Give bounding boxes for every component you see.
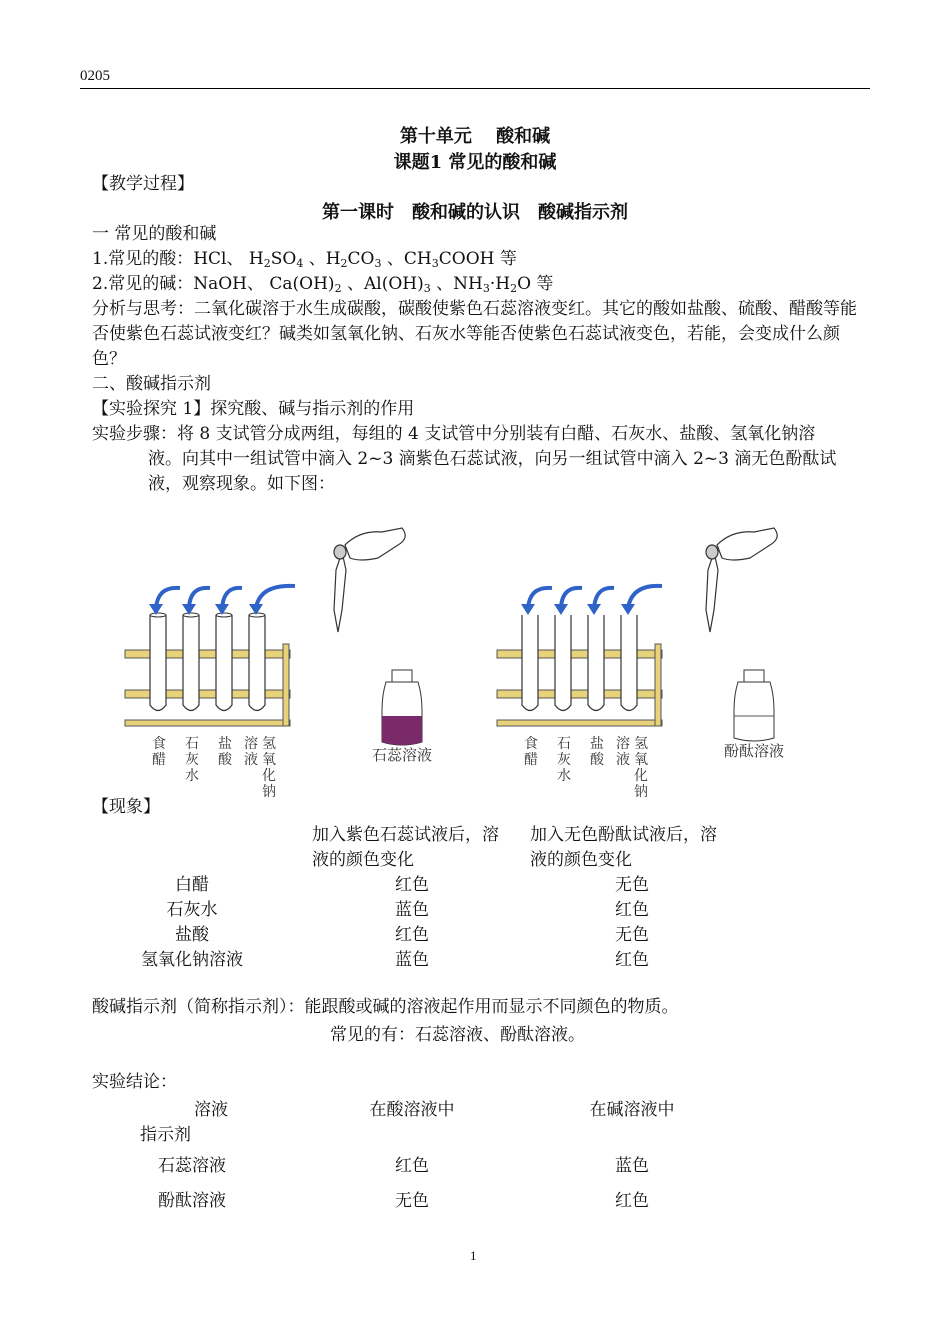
label-naoh: 氢 [262, 736, 276, 752]
phenomenon-col2-a: 加入无色酚酞试液后，溶 [530, 825, 717, 845]
label-hcl-2: 酸 [218, 752, 232, 768]
conclusion-head-solution: 溶液 [194, 1100, 228, 1120]
label-naoh-4: 钠 [262, 784, 276, 800]
phenomenon-row-litmus: 蓝色 [395, 950, 429, 970]
phenomenon-row-litmus: 蓝色 [395, 900, 429, 920]
experiment-figure [120, 520, 800, 810]
think-paragraph: 分析与思考：二氧化碳溶于水生成碳酸，碳酸使紫色石蕊溶液变红。其它的酸如盐酸、硫酸、醋酸等能否使紫色石蕊试液变红？碱类如氢氧化钠、石灰水等能否使紫色石蕊试液变色，若能，会变成什么颜色？ [92, 299, 857, 369]
phenomenon-row-phenol: 红色 [615, 900, 649, 920]
left-dropper-hand [334, 528, 405, 632]
label-vinegar: 食 [152, 736, 166, 752]
conclusion-head-base: 在碱溶液中 [589, 1100, 675, 1120]
litmus-label: 石蕊溶液 [371, 746, 433, 764]
left-rack [125, 586, 295, 726]
header-code: 0205 [80, 68, 110, 84]
phenomenon-row-litmus: 红色 [395, 925, 429, 945]
label-naoh-2: 氧 [262, 752, 276, 768]
conclusion-label: 实验结论： [92, 1072, 177, 1092]
label-solution-2: 液 [244, 752, 258, 768]
label-hcl: 盐 [218, 736, 232, 752]
phenomenon-col1-b: 液的颜色变化 [312, 850, 414, 870]
phenomenon-col2-b: 液的颜色变化 [530, 850, 632, 870]
phenomenon-row-name: 氢氧化钠溶液 [141, 950, 243, 970]
svg-text:溶: 溶 [616, 736, 630, 752]
conclusion-row-name: 石蕊溶液 [158, 1156, 226, 1176]
steps-first-line: 实验步骤：将 8 支试管分成两组，每组的 4 支试管中分别装有白醋、石灰水、盐酸、氢氧化钠溶 [92, 424, 816, 444]
phenomenon-row-name: 盐酸 [175, 925, 209, 945]
conclusion-row-acid: 无色 [395, 1191, 429, 1211]
phenomenon-col1-a: 加入紫色石蕊试液后，溶 [312, 825, 499, 845]
part2-heading: 二、酸碱指示剂 [92, 374, 211, 394]
phenomenon-row-name: 石灰水 [166, 900, 218, 920]
phenomenon-row-litmus: 红色 [395, 875, 429, 895]
experiment-title: 【实验探究 1】探究酸、碱与指示剂的作用 [92, 399, 415, 419]
label-naoh-3: 化 [262, 768, 276, 784]
conclusion-row-name: 酚酞溶液 [158, 1191, 226, 1211]
conclusion-row-acid: 红色 [395, 1156, 429, 1176]
phenomenon-row-phenol: 无色 [615, 925, 649, 945]
svg-text:氢: 氢 [634, 736, 648, 752]
svg-text:酸: 酸 [590, 752, 604, 768]
phenomenon-row-phenol: 无色 [615, 875, 649, 895]
label-solution: 溶 [244, 736, 258, 752]
svg-text:石: 石 [557, 736, 571, 752]
page-number: 1 [470, 1248, 477, 1263]
conclusion-head-indicator: 指示剂 [140, 1125, 191, 1145]
section-label: 【教学过程】 [92, 174, 194, 194]
svg-text:水: 水 [557, 768, 571, 784]
svg-text:钠: 钠 [634, 784, 648, 800]
svg-text:醋: 醋 [524, 752, 538, 768]
phenolphthalein-label: 酚酞溶液 [723, 742, 785, 760]
conclusion-head-acid: 在酸溶液中 [369, 1100, 455, 1120]
lesson-title: 课题1 常见的酸和碱 [393, 152, 557, 173]
steps-rest: 液。向其中一组试管中滴入 2~3 滴紫色石蕊试液，向另一组试管中滴入 2~3 滴无色酚酞试液，观察现象。如下图： [148, 449, 837, 494]
svg-text:灰: 灰 [557, 752, 571, 768]
label-vinegar-2: 醋 [152, 752, 166, 768]
subtitle: 第一课时 酸和碱的认识 酸碱指示剂 [322, 202, 628, 223]
right-rack [497, 586, 662, 800]
right-dropper-hand [706, 528, 777, 632]
header-rule [80, 88, 870, 89]
conclusion-row-base: 红色 [615, 1191, 649, 1211]
phenomenon-row-name: 白醋 [175, 875, 209, 895]
bases-line: 2.常见的碱：NaOH、 $Ca(OH)_2$ 、$Al(OH)_3$ 、$NH_3\cdot H_2O$ 等 [92, 274, 554, 295]
litmus-bottle [382, 670, 422, 745]
svg-text:氧: 氧 [634, 752, 648, 768]
svg-text:化: 化 [634, 768, 648, 784]
label-limewater-2: 灰 [185, 752, 199, 768]
unit-title: 第十单元 酸和碱 [399, 126, 551, 147]
phenomenon-label: 【现象】 [92, 797, 160, 817]
part1-heading: 一 常见的酸和碱 [92, 224, 217, 244]
svg-text:食: 食 [524, 736, 538, 752]
conclusion-row-base: 蓝色 [615, 1156, 649, 1176]
definition-line2: 常见的有：石蕊溶液、酚酞溶液。 [330, 1025, 585, 1045]
acids-line: 1.常见的酸：HCl、 $H_2SO_4$ 、$H_2CO_3$ 、$CH_3COOH$ 等 [92, 249, 517, 270]
svg-text:盐: 盐 [590, 736, 604, 752]
svg-text:液: 液 [616, 752, 630, 768]
definition-line1: 酸碱指示剂（简称指示剂）：能跟酸或碱的溶液起作用而显示不同颜色的物质。 [92, 997, 679, 1017]
label-limewater: 石 [185, 736, 199, 752]
label-limewater-3: 水 [185, 768, 199, 784]
phenomenon-row-phenol: 红色 [615, 950, 649, 970]
phenolphthalein-bottle [734, 670, 774, 741]
